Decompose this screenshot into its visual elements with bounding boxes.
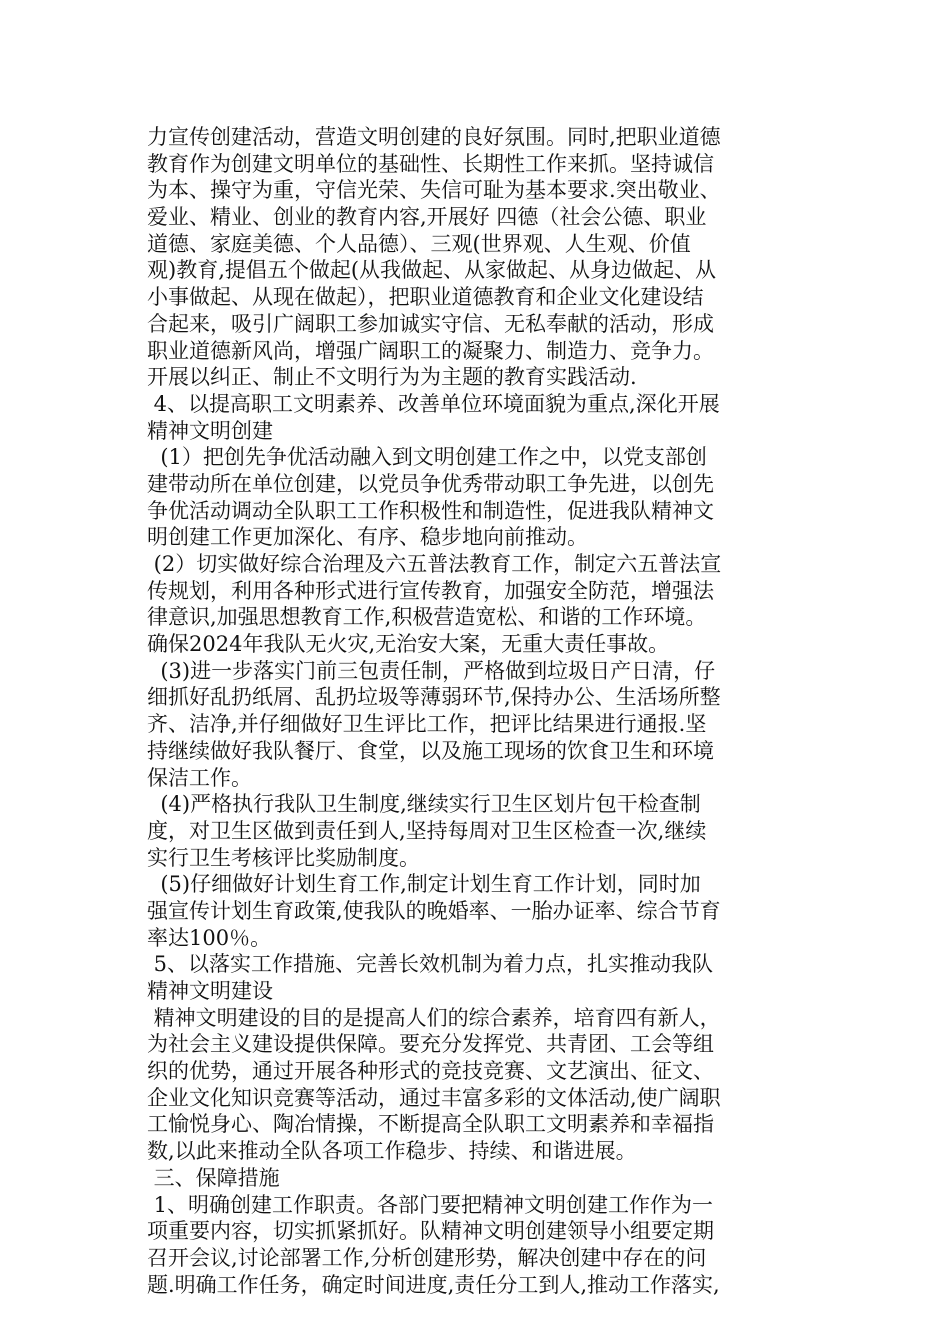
text-line: 建带动所在单位创建，以党员争优秀带动职工争先进，以创先	[147, 471, 714, 496]
text-line: 开展以纠正、制止不文明行为为主题的教育实践活动.	[147, 365, 637, 390]
text-line: 确保2024年我队无火灾,无治安大案，无重大责任事故。	[147, 632, 670, 657]
text-line: 率达100％。	[147, 925, 272, 950]
text-line: 度，对卫生区做到责任到人,坚持每周对卫生区检查一次,继续	[147, 818, 707, 843]
text-line: 明创建工作更加深化、有序、稳步地向前推动。	[147, 525, 588, 550]
text-line: 合起来，吸引广阔职工参加诚实守信、无私奉献的活动，形成	[147, 311, 714, 336]
text-line: (3)进一步落实门前三包责任制，严格做到垃圾日产日清，仔	[147, 658, 716, 683]
text-line: 织的优势，通过开展各种形式的竞技竞赛、文艺演出、征文、	[147, 1059, 714, 1084]
text-line: 项重要内容，切实抓紧抓好。队精神文明创建领导小组要定期	[147, 1219, 714, 1244]
text-line: 三、保障措施	[147, 1165, 280, 1190]
text-line: (4)严格执行我队卫生制度,继续实行卫生区划片包干检查制	[147, 792, 701, 817]
text-line: 细抓好乱扔纸屑、乱扔垃圾等薄弱环节,保持办公、生活场所整	[147, 685, 721, 710]
text-line: 1、明确创建工作职责。各部门要把精神文明创建工作作为一	[147, 1192, 714, 1217]
text-line: 持继续做好我队餐厅、食堂，以及施工现场的饮食卫生和环境	[147, 738, 714, 763]
text-line: 教育作为创建文明单位的基础性、长期性工作来抓。坚持诚信	[147, 151, 714, 176]
text-line: 职业道德新风尚，增强广阔职工的凝聚力、制造力、竞争力。	[147, 338, 714, 363]
text-line: 精神文明建设	[147, 979, 273, 1003]
text-line: 精神文明建设的目的是提高人们的综合素养，培育四有新人，	[147, 1005, 721, 1030]
text-line: 传规划，利用各种形式进行宣传教育，加强安全防范，增强法	[147, 578, 714, 603]
text-line: 5、以落实工作措施、完善长效机制为着力点，扎实推动我队	[147, 952, 714, 977]
text-line: 力宣传创建活动，营造文明创建的良好氛围。同时,把职业道德	[147, 125, 721, 149]
text-line: 实行卫生考核评比奖励制度。	[147, 845, 420, 870]
text-line: 4、以提高职工文明素养、改善单位环境面貌为重点,深化开展	[147, 391, 720, 416]
text-line: 强宣传计划生育政策,使我队的晚婚率、一胎办证率、综合节育	[147, 898, 721, 923]
text-line: 为社会主义建设提供保障。要充分发挥党、共青团、工会等组	[147, 1032, 714, 1057]
text-line: 为本、操守为重，守信光荣、失信可耻为基本要求.突出敬业、	[147, 178, 721, 203]
text-line: 道德、家庭美德、个人品德）、三观(世界观、人生观、价值	[147, 231, 691, 256]
text-line: 召开会议,讨论部署工作,分析创建形势，解决创建中存在的问	[147, 1245, 707, 1270]
text-line: 律意识,加强思想教育工作,积极营造宽松、和谐的工作环境。	[147, 605, 707, 630]
text-line: 题.明确工作任务，确定时间进度,责任分工到人,推动工作落实,	[147, 1272, 720, 1297]
text-line: 企业文化知识竞赛等活动，通过丰富多彩的文体活动,使广阔职	[147, 1085, 721, 1110]
text-line: 齐、洁净,并仔细做好卫生评比工作，把评比结果进行通报.坚	[147, 712, 707, 737]
text-line: (2）切实做好综合治理及六五普法教育工作，制定六五普法宣	[147, 552, 722, 576]
text-line: (1）把创先争优活动融入到文明创建工作之中，以党支部创	[147, 445, 707, 470]
text-line: 观)教育,提倡五个做起(从我做起、从家做起、从身边做起、从	[147, 258, 717, 283]
text-line: 小事做起、从现在做起），把职业道德教育和企业文化建设结	[147, 285, 704, 310]
body-text	[147, 124, 817, 1298]
text-line: 保洁工作。	[147, 765, 252, 790]
text-line: 精神文明创建	[147, 418, 273, 443]
text-line: 工愉悦身心、陶冶情操，不断提高全队职工文明素养和幸福指	[147, 1112, 714, 1137]
text-line: 争优活动调动全队职工工作积极性和制造性，促进我队精神文	[147, 498, 714, 523]
text-line: (5)仔细做好计划生育工作,制定计划生育工作计划，同时加	[147, 872, 701, 897]
text-line: 爱业、精业、创业的教育内容,开展好 四德（社会公德、职业	[147, 205, 707, 230]
text-line: 数,以此来推动全队各项工作稳步、持续、和谐进展。	[147, 1139, 637, 1164]
